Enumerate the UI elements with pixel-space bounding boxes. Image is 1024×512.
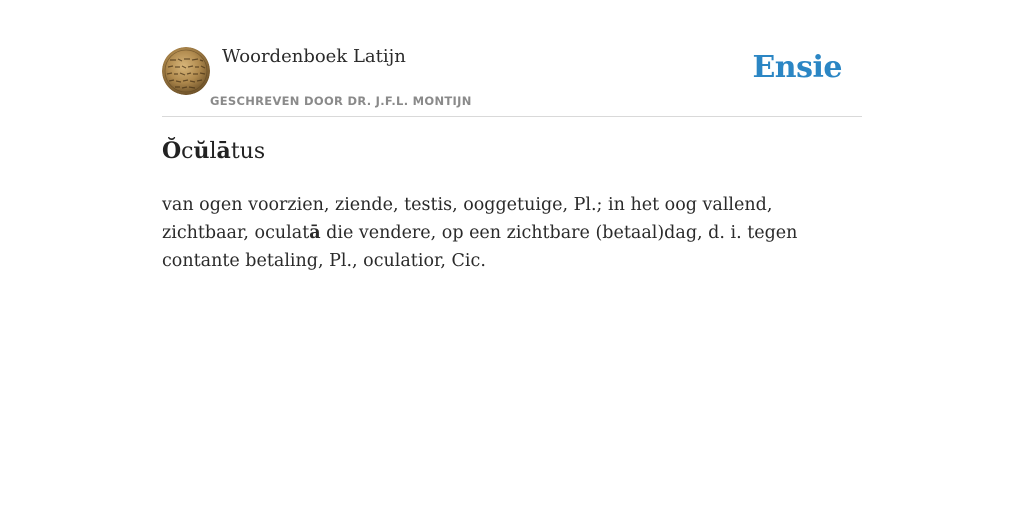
author-byline: GESCHREVEN DOOR DR. J.F.L. MONTIJN	[210, 94, 472, 108]
entry-headword	[162, 138, 265, 164]
coin-inscription-icon	[162, 47, 210, 95]
definition-text: die vendere, op een zichtbare (betaal)dag, d. i. tegen contante betaling, Pl., oculatior, Cic.	[162, 223, 798, 271]
headword-part: c	[181, 139, 194, 164]
headword-part: Ŏ	[162, 138, 182, 164]
headword-part: ŭ	[193, 138, 210, 164]
headword-part: tus	[230, 139, 266, 164]
definition-emphasis: ā	[309, 223, 321, 243]
definition-text: van ogen voorzien, ziende, testis, ooggetuige, Pl.; in het oog vallend, zichtbaar, oculat	[162, 195, 773, 243]
site-header	[162, 0, 862, 117]
coin-logo-icon[interactable]	[162, 47, 210, 95]
headword-part: ā	[216, 138, 231, 164]
ensie-brand-logo[interactable]: Ensie	[752, 50, 842, 85]
entry-definition	[162, 191, 862, 275]
dictionary-title-link[interactable]: Woordenboek Latijn	[222, 46, 406, 67]
headword-part: l	[209, 139, 217, 164]
